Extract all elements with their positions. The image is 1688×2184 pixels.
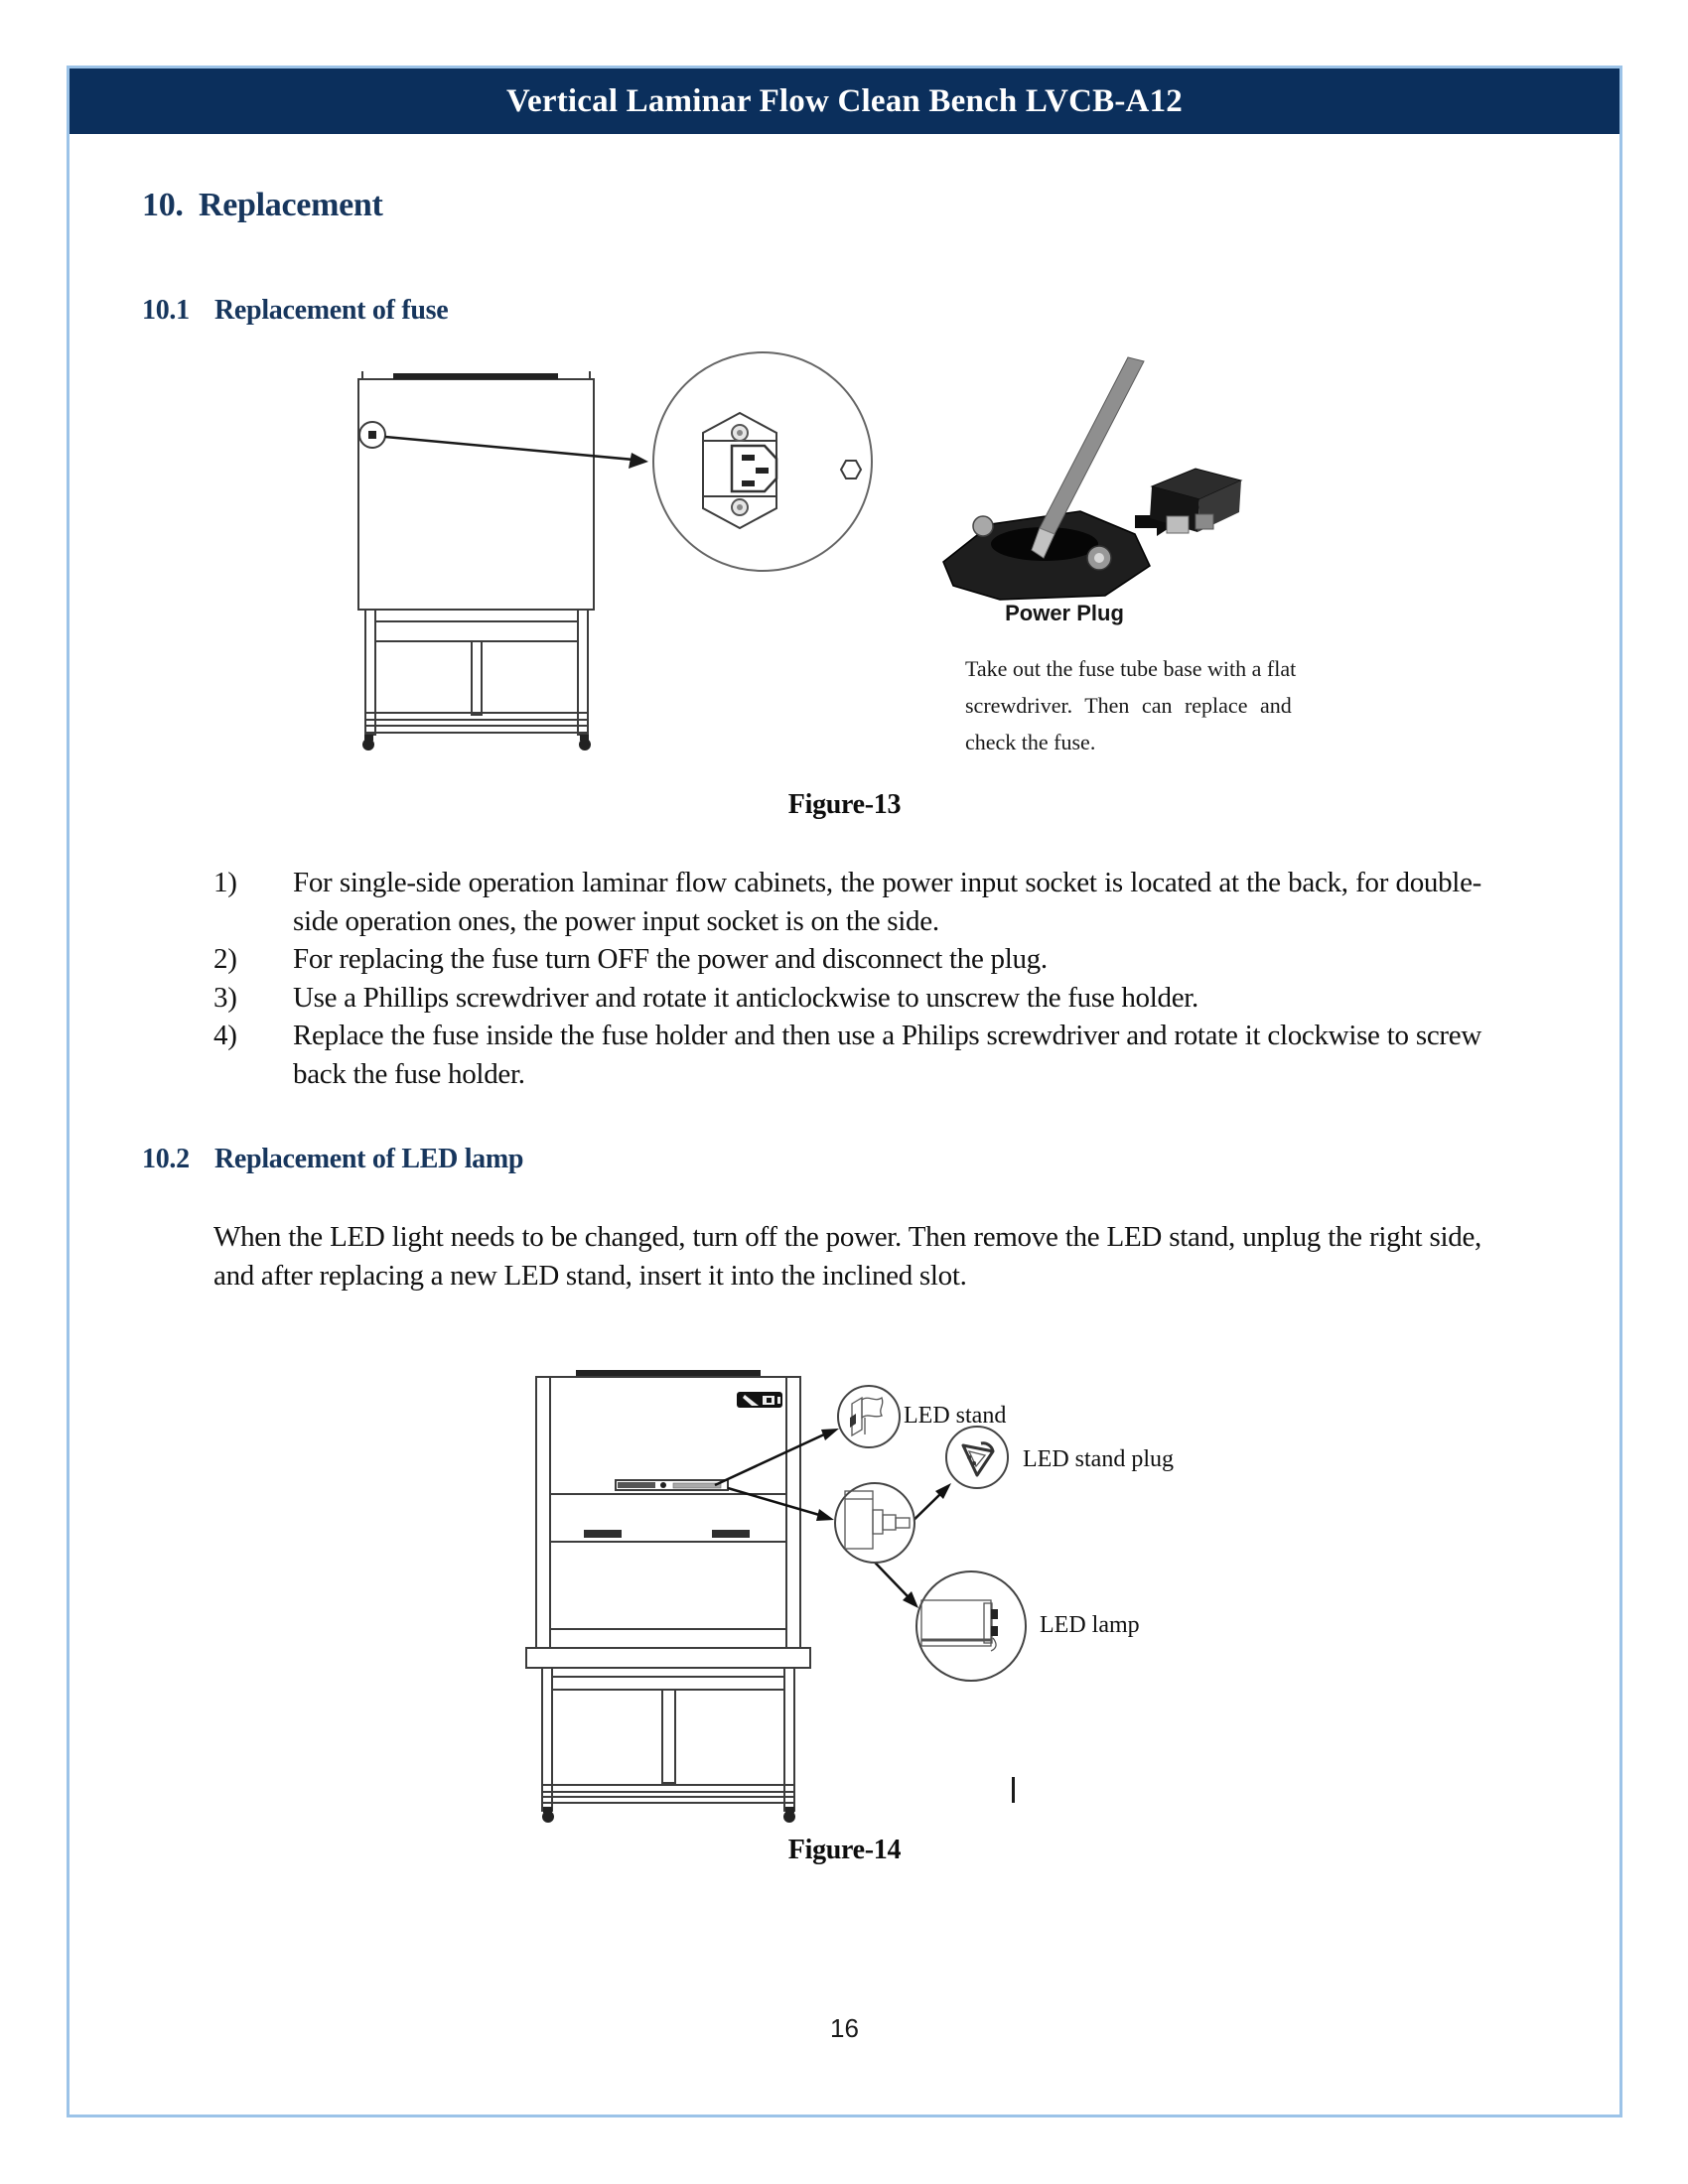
section-title: Replacement [199,187,383,223]
step-number: 1) [213,867,237,898]
header-title: Vertical Laminar Flow Clean Bench LVCB-A12 [506,82,1183,119]
led-stand-plug-label: LED stand plug [1023,1446,1174,1472]
step-text: Replace the fuse inside the fuse holder and then use a Philips screwdriver and rotate it clockwise to screw back the fuse holder. [293,1020,1481,1090]
figure-13-caption: Figure-13 [787,789,902,820]
step-text: For single-side operation laminar flow cabinets, the power input socket is located at the back, for double-side operation ones, the power input socket is on the side. [293,867,1481,937]
subsection-number: 10.2 [142,1144,190,1174]
subsection-title: Replacement of LED lamp [214,1144,524,1174]
step-text: Use a Phillips screwdriver and rotate it anticlockwise to unscrew the fuse holder. [293,981,1198,1014]
note-line: check the fuse. [965,730,1096,754]
figure-14-diagram [467,1348,1192,1840]
figure-14-caption: Figure-14 [787,1835,902,1865]
led-stand-plug-inset [946,1427,1008,1488]
list-item [213,940,1481,979]
fuse-instruction-note [965,650,1335,760]
note-line: screwdriver. Then can replace and [965,693,1292,718]
stray-tick-mark [1012,1777,1015,1803]
callout-arrow [385,437,648,469]
cabinet-front-view [526,1370,810,1823]
subsection-10-1-heading [142,295,448,327]
list-item [213,1017,1481,1093]
led-stand-label: LED stand [904,1403,1007,1429]
cabinet-back-view [358,371,594,751]
led-end-cap-inset [835,1483,914,1563]
section-number: 10. [142,187,184,223]
power-plug-label: Power Plug [1005,601,1124,625]
subsection-10-2-heading [142,1144,523,1175]
list-item [213,864,1481,940]
led-fixture-icon [737,1392,782,1408]
document-header [70,68,1619,134]
fuse-steps-list [213,864,1481,1093]
subsection-number: 10.1 [142,295,190,326]
led-lamp-label: LED lamp [1040,1612,1140,1638]
step-text: For replacing the fuse turn OFF the power and disconnect the plug. [293,943,1048,975]
step-number: 2) [213,943,237,975]
step-number: 3) [213,981,237,1014]
power-plug-photo [943,357,1241,625]
led-paragraph: When the LED light needs to be changed, turn off the power. Then remove the LED stand, unplug the right side, and after replacing a new LED stand, insert it into the inclined slot. [213,1221,1481,1292]
note-line: Take out the fuse tube base with a flat [965,656,1297,681]
step-number: 4) [213,1020,237,1051]
power-socket-inset [653,352,872,571]
led-bar [616,1480,728,1490]
list-item [213,979,1481,1018]
led-lamp-inset [916,1571,1026,1681]
page-number: 16 [830,2013,859,2043]
section-10-heading [142,187,383,224]
subsection-title: Replacement of fuse [214,295,449,326]
led-stand-inset [838,1386,900,1447]
